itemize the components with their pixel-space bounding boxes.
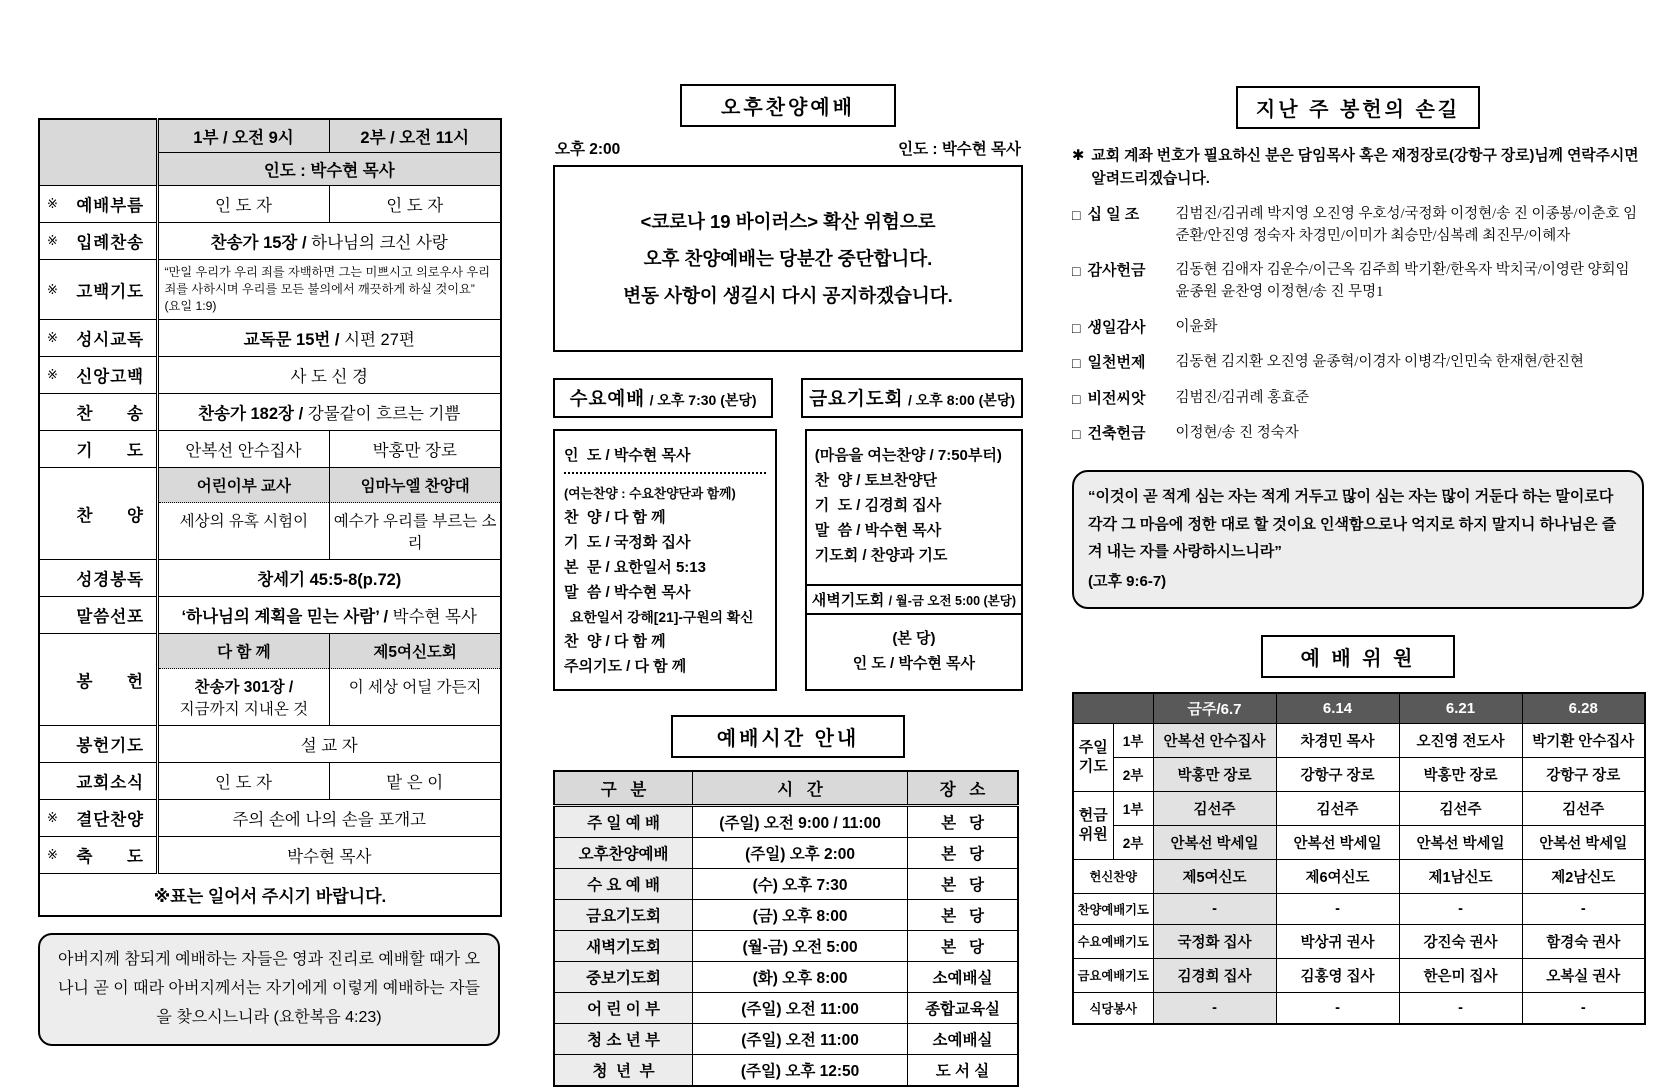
checkbox-icon: □ [1072,263,1081,280]
sub-label: 1부 [1113,791,1153,825]
offertory-song-2: 이 세상 어딜 가든지 [329,669,500,725]
offering-title: 지난 주 봉헌의 손길 [1236,86,1480,129]
order-row-news [39,763,501,800]
cell: - [1399,992,1522,1024]
committee-title: 예 배 위 원 [1261,635,1455,678]
order-row-call [39,186,501,223]
cell: 강항구 장로 [1276,757,1399,791]
row-label: 헌신찬양 [1073,859,1153,893]
col-header: 시 간 [693,771,908,806]
row-label: 성경봉독 [65,560,157,597]
order-line: 말 씀 / 박수현 목사 [564,584,691,601]
cell: 본 당 [908,806,1018,838]
cell: 안복선 안수집사 [1153,723,1276,757]
cell: 주의 손에 나의 손을 포개고 [157,800,501,837]
schedule-row [554,962,1018,993]
cell: 안복선 박세일 [1153,825,1276,859]
cell: (화) 오후 8:00 [693,962,908,993]
row-label: 찬 양 [65,468,157,560]
stand-mark [39,468,65,560]
cell: 함경숙 권사 [1522,924,1645,958]
row-label: 예배부름 [65,186,157,223]
cell: 인 도 자 [157,186,329,223]
quote-text: “이것이 곧 적게 심는 자는 적게 거두고 많이 심는 자는 많이 거둔다 하는 말이로다 각각 그 마음에 정한 대로 할 것이요 인색함으로나 억지로 하지 말지니 하나님은 즐겨 내는 자를 사랑하시느니라” [1088,487,1617,561]
order-row-offertory-prayer [39,726,501,763]
cell: 본 당 [908,931,1018,962]
notice-line: 변동 사항이 생길시 다시 공지하겠습니다. [623,285,953,306]
worship-order-section [38,118,500,1046]
row-label: 찬양예배기도 [1073,893,1153,924]
schedule-row [554,1024,1018,1055]
cell: 청 년 부 [554,1055,693,1087]
cell: 안복선 박세일 [1399,825,1522,859]
cell: 새벽기도회 [554,931,693,962]
cell: 설 교 자 [157,726,501,763]
cell: 인 도 자 [157,763,329,800]
cell: 청 소 년 부 [554,1024,693,1055]
cell: 박홍만 장로 [329,431,501,468]
cell: ‘하나님의 계획을 믿는 사람’ / 박수현 목사 [157,597,501,634]
offering-type: 비전씨앗 [1087,389,1146,407]
cell: 안복선 박세일 [1276,825,1399,859]
stand-mark: ※ [39,223,65,260]
stand-mark: ※ [39,260,65,320]
john-verse-box: 아버지께 참되게 예배하는 자들은 영과 진리로 예배할 때가 오나니 곧 이 때라 아버지께서는 자기에게 이렇게 예배하는 자들을 찾으시느니라 (요한복음 4:23) [38,933,500,1045]
stand-mark [39,597,65,634]
stand-footnote: ※표는 일어서 주시기 바랍니다. [39,874,501,917]
week-header: 금주/6.7 [1153,693,1276,724]
note-text: 교회 계좌 번호가 필요하신 분은 담임목사 혹은 재정장로(강항구 장로)님께 연락주시면 알려드리겠습니다. [1091,148,1639,187]
offering-type: 일천번제 [1087,354,1146,372]
midweek-headers-row [553,378,1023,418]
cell: 강항구 장로 [1522,757,1645,791]
cell: 소예배실 [908,1024,1018,1055]
offering-type: 십 일 조 [1087,205,1140,223]
row-label: 입례찬송 [65,223,157,260]
offering-item [1072,317,1644,340]
offering-section [1072,86,1644,1025]
bank-account-note [1072,145,1644,191]
order-line: 기 도 / 김경희 집사 [814,497,942,514]
offering-names: 김동현 김애자 김운수/이근옥 김주희 박기환/한옥자 박치국/이영란 양회임 윤종원 윤찬영 이정현/송 진 무명1 [1175,262,1630,301]
sub-label: 2부 [1113,757,1153,791]
row-label: 기 도 [65,431,157,468]
row-label: 신앙고백 [65,357,157,394]
cell: 국정화 집사 [1153,924,1276,958]
sub-label: 1부 [1113,723,1153,757]
praise-song-2: 예수가 우리를 부르는 소리 [329,503,500,559]
cell: 찬송가 15장 / 하나님의 크신 사랑 [157,223,501,260]
cell: (주일) 오후 12:50 [693,1055,908,1087]
corinthians-quote-box [1072,470,1644,609]
cell [157,468,501,560]
cell: (주일) 오후 2:00 [693,838,908,869]
cell: 김선주 [1153,791,1276,825]
stand-mark: ※ [39,357,65,394]
schedule-header-row [554,771,1018,806]
friday-order-box [807,431,1021,584]
worship-committee-table [1072,692,1646,1025]
offering-item [1072,260,1644,304]
schedule-row [554,869,1018,900]
offering-type: 생일감사 [1087,318,1146,336]
cell: 오후찬양예배 [554,838,693,869]
offering-names: 김동현 김지환 오진영 윤종혁/이경자 이병각/인민숙 한재현/한진현 [1175,354,1584,371]
order-line: 기도회 / 찬양과 기도 [814,547,948,564]
cell: 차경민 목사 [1276,723,1399,757]
cell: 창세기 45:5-8(p.72) [157,560,501,597]
cell: 안복선 안수집사 [157,431,329,468]
cell: 오복실 권사 [1522,958,1645,992]
cell: 종합교육실 [908,993,1018,1024]
order-row-sermon [39,597,501,634]
dawn-leader: 인 도 / 박수현 목사 [852,655,976,672]
worship-order-table [38,118,502,917]
dawn-prayer-header: 새벽기도회 / 월-금 오전 5:00 (본당) [807,584,1021,615]
friday-dawn-box [805,429,1023,691]
quote-reference: (고후 9:6-7) [1088,573,1167,591]
order-row-responsive-reading [39,320,501,357]
cell: 김홍영 집사 [1276,958,1399,992]
cell: 한은미 집사 [1399,958,1522,992]
cell: - [1399,893,1522,924]
order-line: (여는찬양 : 수요찬양단과 함께) [564,486,736,501]
stand-mark [39,431,65,468]
offertory-song-1: 찬송가 301장 / 지금까지 지내온 것 [179,679,309,719]
cell: 인 도 자 [329,186,501,223]
cell: 제5여신도 [1153,859,1276,893]
order-line: 주의기도 / 다 함 께 [564,658,687,675]
offering-names: 이윤화 [1175,318,1218,335]
cell: 오진영 전도사 [1399,723,1522,757]
cell: 김경희 집사 [1153,958,1276,992]
stand-mark: ※ [39,320,65,357]
order-footnote-row [39,874,501,917]
cell: 본 당 [908,838,1018,869]
cell: 맡 은 이 [329,763,501,800]
checkbox-icon: □ [1072,355,1081,372]
cell: 박홍만 장로 [1399,757,1522,791]
wednesday-order-box [553,429,777,691]
cell: 본 당 [908,900,1018,931]
checkbox-icon: □ [1072,390,1081,407]
order-header-row [39,119,501,153]
cell: 강진숙 권사 [1399,924,1522,958]
committee-row [1073,791,1645,825]
cell: (주일) 오전 11:00 [693,1024,908,1055]
row-label: 수요예배기도 [1073,924,1153,958]
cell: 소예배실 [908,962,1018,993]
cell: 김선주 [1276,791,1399,825]
cell: 찬송가 182장 / 강물같이 흐르는 기쁨 [157,394,501,431]
cell: (월-금) 오전 5:00 [693,931,908,962]
row-label: 교회소식 [65,763,157,800]
cell: 박상귀 권사 [1276,924,1399,958]
cell: 본 당 [908,869,1018,900]
order-line: 인 도 / 박수현 목사 [564,447,691,464]
order-line: 본 문 / 요한일서 5:13 [564,559,706,576]
row-label: 말씀선포 [65,597,157,634]
corner-cell [1073,693,1153,724]
order-row-benediction [39,837,501,874]
praise-song-1: 세상의 유혹 시험이 [179,513,309,531]
cell: - [1153,893,1276,924]
offering-names: 김범진/김귀례 홍효준 [1175,389,1310,406]
offering-item [1072,204,1644,248]
sub-label: 2부 [1113,825,1153,859]
cell: (금) 오후 8:00 [693,900,908,931]
asterisk-icon: ✱ [1072,148,1085,164]
checkbox-icon: □ [1072,319,1081,336]
cell: 김선주 [1399,791,1522,825]
dotted-divider [564,472,766,474]
order-corner-cell [39,119,157,186]
row-label: 봉헌기도 [65,726,157,763]
order-line: (마음을 여는찬양 / 7:50부터) [814,447,1002,464]
cell: - [1276,992,1399,1024]
row-label: 봉 헌 [65,634,157,726]
cell: 금요기도회 [554,900,693,931]
row-label: 고백기도 [65,260,157,320]
order-line: 찬 양 / 토브찬양단 [814,472,938,489]
stand-mark: ※ [39,800,65,837]
cell: 주 일 예 배 [554,806,693,838]
stand-mark [39,560,65,597]
committee-row [1073,992,1645,1024]
schedule-row [554,993,1018,1024]
stand-mark [39,394,65,431]
order-row-hymn [39,394,501,431]
schedule-row [554,931,1018,962]
cell: 박기환 안수집사 [1522,723,1645,757]
week-header: 6.14 [1276,693,1399,724]
cell: 사 도 신 경 [157,357,501,394]
middle-section [553,84,1023,1087]
order-row-creed [39,357,501,394]
cell: 김선주 [1522,791,1645,825]
order-line: 찬 양 / 다 함 께 [564,509,666,526]
schedule-row [554,1055,1018,1087]
service-2-header: 2부 / 오전 11시 [329,119,501,153]
offering-item [1072,388,1644,411]
committee-row [1073,958,1645,992]
friday-prayer-header: 금요기도회 / 오후 8:00 (본당) [801,378,1023,418]
order-row-confession [39,260,501,320]
row-label: 찬 송 [65,394,157,431]
corona-notice-box [553,165,1023,352]
group-label: 주일기도 [1073,723,1113,791]
col-header: 구 분 [554,771,693,806]
week-header: 6.28 [1522,693,1645,724]
order-line: 말 씀 / 박수현 목사 [814,522,942,539]
offering-type: 건축헌금 [1087,425,1146,443]
cell: (주일) 오전 9:00 / 11:00 [693,806,908,838]
row-label: 축 도 [65,837,157,874]
offering-names: 김범진/김귀례 박지영 오진영 우호성/국정화 이정현/송 진 이종봉/이춘호 임준환/안진영 정숙자 차경민/이미가 최승만/심복례 최진무/이혜자 [1175,205,1638,244]
offering-type: 감사헌금 [1087,262,1146,280]
midweek-body-row [553,429,1023,691]
cell: 수 요 예 배 [554,869,693,900]
stand-mark [39,634,65,726]
cell: 어 린 이 부 [554,993,693,1024]
order-row-praise [39,468,501,560]
afternoon-info-row [555,137,1021,159]
schedule-row [554,806,1018,838]
stand-mark [39,726,65,763]
week-header: 6.21 [1399,693,1522,724]
offertory-group-1: 다 함 께 [159,634,330,669]
offering-item [1072,423,1644,446]
stand-mark [39,763,65,800]
schedule-title: 예배시간 안내 [671,715,905,758]
row-label: 식당봉사 [1073,992,1153,1024]
praise-group-1: 어린이부 교사 [159,468,330,503]
committee-row [1073,924,1645,958]
cell: “만일 우리가 우리 죄를 자백하면 그는 미쁘시고 의로우사 우리 죄를 사하시며 우리를 모든 불의에서 깨끗하게 하실 것이요” (요일 1:9) [157,260,501,320]
cell [157,634,501,726]
checkbox-icon: □ [1072,206,1081,223]
cell: (수) 오후 7:30 [693,869,908,900]
order-row-offertory [39,634,501,726]
col-header: 장 소 [908,771,1018,806]
cell: 중보기도회 [554,962,693,993]
committee-row [1073,859,1645,893]
cell: 안복선 박세일 [1522,825,1645,859]
order-row-scripture [39,560,501,597]
offering-item [1072,352,1644,375]
schedule-row [554,900,1018,931]
order-row-prayer [39,431,501,468]
committee-row [1073,757,1645,791]
dawn-place: (본 당) [892,630,936,647]
offering-names: 이정현/송 진 정숙자 [1175,425,1299,442]
row-label: 성시교독 [65,320,157,357]
stand-mark: ※ [39,837,65,874]
cell: - [1153,992,1276,1024]
group-label: 헌금위원 [1073,791,1113,859]
offertory-group-2: 제5여신도회 [329,634,500,669]
schedule-row [554,838,1018,869]
cell: 도 서 실 [908,1055,1018,1087]
cell: 박수현 목사 [157,837,501,874]
committee-header-row [1073,693,1645,724]
cell: 박홍만 장로 [1153,757,1276,791]
service-schedule-table [553,770,1019,1087]
committee-row [1073,825,1645,859]
notice-line: 오후 찬양예배는 당분간 중단합니다. [643,248,933,269]
afternoon-time: 오후 2:00 [555,141,621,158]
wednesday-service-header: 수요예배 / 오후 7:30 (본당) [553,378,773,418]
order-row-commitment [39,800,501,837]
praise-group-2: 임마누엘 찬양대 [329,468,500,503]
committee-row [1073,723,1645,757]
order-line: 기 도 / 국정화 집사 [564,534,691,551]
cell: - [1522,992,1645,1024]
service-1-header: 1부 / 오전 9시 [157,119,329,153]
stand-mark: ※ [39,186,65,223]
row-label: 결단찬양 [65,800,157,837]
cell: - [1276,893,1399,924]
cell: 교독문 15번 / 시편 27편 [157,320,501,357]
cell: (주일) 오전 11:00 [693,993,908,1024]
committee-row [1073,893,1645,924]
cell: 제6여신도 [1276,859,1399,893]
cell: 제2남신도 [1522,859,1645,893]
cell: 제1남신도 [1399,859,1522,893]
afternoon-leader: 인도 : 박수현 목사 [898,141,1021,158]
order-line: 찬 양 / 다 함 께 [564,633,666,650]
notice-line: <코로나 19 바이러스> 확산 위험으로 [640,211,936,232]
sermon-subtitle-line: 요한일서 강해[21]-구원의 확신 [570,610,754,625]
checkbox-icon: □ [1072,426,1081,443]
afternoon-service-title: 오후찬양예배 [680,84,896,127]
order-row-entrance-hymn [39,223,501,260]
row-label: 금요예배기도 [1073,958,1153,992]
cell: - [1522,893,1645,924]
order-leader-cell: 인도 : 박수현 목사 [157,153,501,186]
dawn-prayer-box [807,615,1021,689]
